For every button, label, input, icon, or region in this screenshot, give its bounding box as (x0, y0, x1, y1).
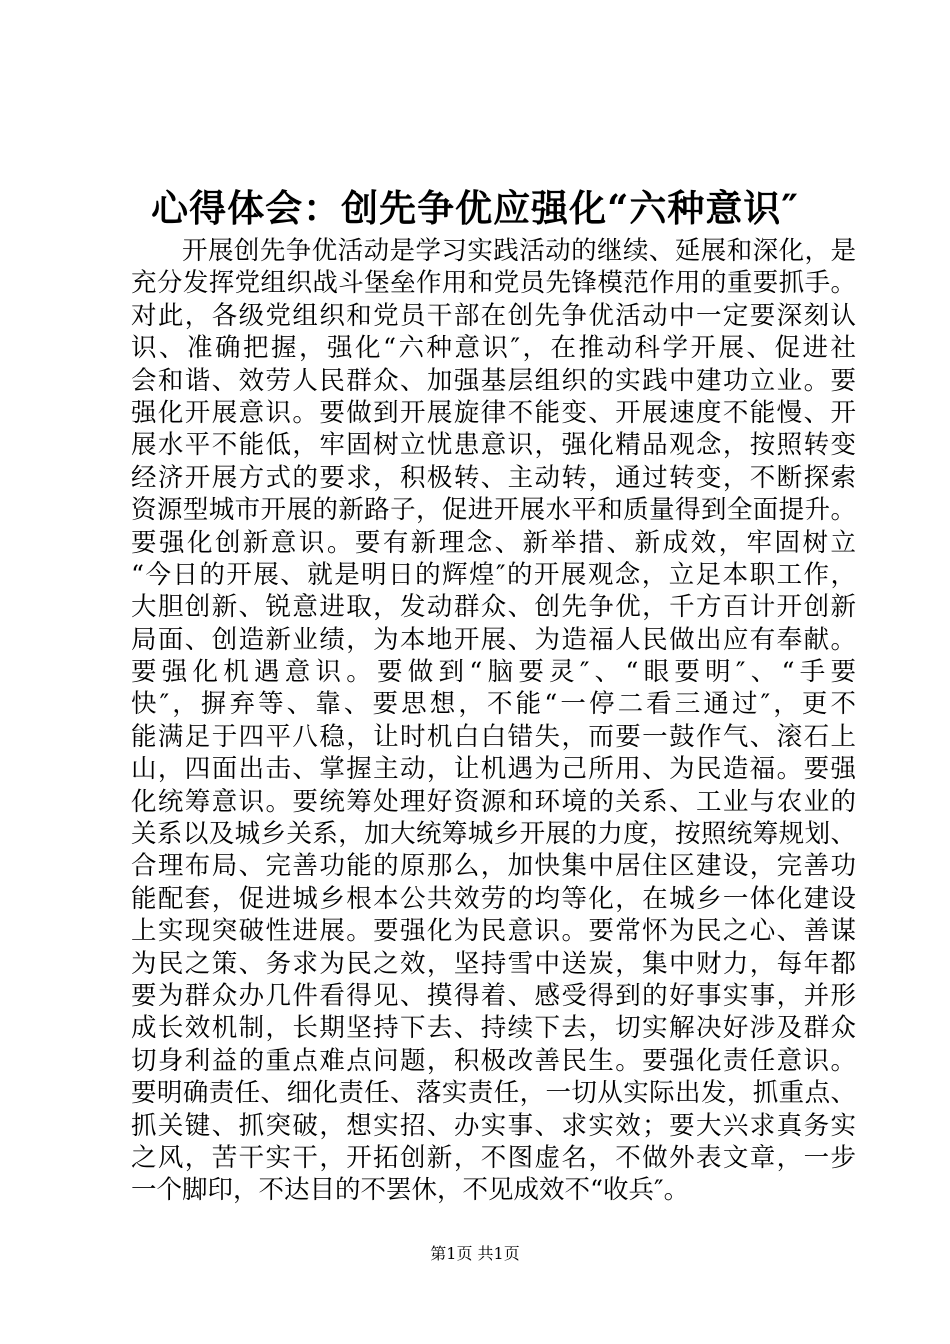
body-line: 成长效机制，长期坚持下去、持续下去，切实解决好涉及群众 (131, 1013, 856, 1044)
document-title: 心得体会：创先争优应强化“六种意识″ (151, 186, 799, 230)
body-line: 之风，苦干实干，开拓创新，不图虚名，不做外表文章，一步 (131, 1142, 856, 1173)
body-line: 切身利益的重点难点问题，积极改善民生。要强化责任意识。 (131, 1045, 856, 1076)
body-line: 对此，各级党组织和党员干部在创先争优活动中一定要深刻认 (131, 300, 856, 331)
body-line: 会和谐、效劳人民群众、加强基层组织的实践中建功立业。要 (131, 365, 856, 396)
body-line: 要强化创新意识。要有新理念、新举措、新成效，牢固树立 (131, 527, 856, 558)
body-line: 上实现突破性进展。要强化为民意识。要常怀为民之心、善谋 (131, 916, 856, 947)
page-footer: 第1页 共1页 (430, 1244, 520, 1263)
body-line: 关系以及城乡关系，加大统筹城乡开展的力度，按照统筹规划、 (131, 819, 856, 850)
body-line: 要强化机遇意识。要做到“脑要灵″、“眼要明″、“手要 (131, 657, 856, 688)
body-line: 能满足于四平八稳，让时机白白错失，而要一鼓作气、滚石上 (131, 721, 856, 752)
body-line: 要为群众办几件看得见、摸得着、感受得到的好事实事，并形 (131, 980, 856, 1011)
body-line: 一个脚印，不达目的不罢休，不见成效不“收兵″。 (131, 1175, 690, 1206)
body-line: 大胆创新、锐意进取，发动群众、创先争优，千方百计开创新 (131, 592, 856, 623)
body-line: 抓关键、抓突破，想实招、办实事、求实效；要大兴求真务实 (131, 1110, 856, 1141)
document-body (131, 235, 856, 1207)
body-line: 化统筹意识。要统筹处理好资源和环境的关系、工业与农业的 (131, 786, 856, 817)
body-line: 开展创先争优活动是学习实践活动的继续、延展和深化，是 (182, 236, 856, 266)
body-line: 山，四面出击、掌握主动，让机遇为己所用、为民造福。要强 (131, 754, 856, 785)
body-line: 能配套，促进城乡根本公共效劳的均等化，在城乡一体化建设 (131, 883, 856, 914)
body-line: 为民之策、务求为民之效，坚持雪中送炭，集中财力，每年都 (131, 948, 856, 979)
body-line: 资源型城市开展的新路子，促进开展水平和质量得到全面提升。 (131, 495, 856, 526)
body-line: 快″，摒弃等、靠、要思想，不能“一停二看三通过″，更不 (131, 689, 856, 720)
body-line: 要明确责任、细化责任、落实责任，一切从实际出发，抓重点、 (131, 1078, 856, 1109)
body-line: 强化开展意识。要做到开展旋律不能变、开展速度不能慢、开 (131, 397, 856, 428)
body-line: 合理布局、完善功能的原那么，加快集中居住区建设，完善功 (131, 851, 856, 882)
body-line: 经济开展方式的要求，积极转、主动转，通过转变，不断探索 (131, 462, 856, 493)
body-line: 识、准确把握，强化“六种意识″，在推动科学开展、促进社 (131, 333, 856, 364)
body-line: “今日的开展、就是明日的辉煌″的开展观念，立足本职工作， (131, 559, 856, 590)
body-line: 展水平不能低，牢固树立忧患意识，强化精品观念，按照转变 (131, 430, 856, 461)
body-line: 局面、创造新业绩，为本地开展、为造福人民做出应有奉献。 (131, 624, 856, 655)
body-line: 充分发挥党组织战斗堡垒作用和党员先锋模范作用的重要抓手。 (131, 268, 856, 299)
